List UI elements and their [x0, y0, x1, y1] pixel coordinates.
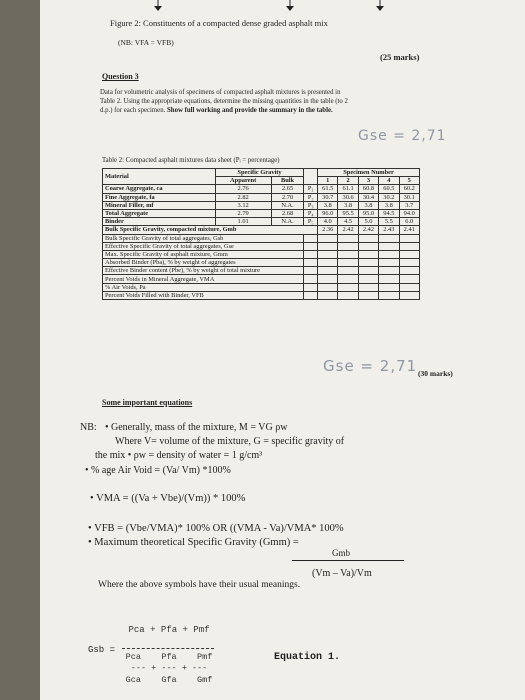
row-value: 60.2: [399, 185, 419, 193]
row-value: 3.8: [318, 201, 338, 209]
row-bulk: N.A.: [271, 201, 304, 209]
row-value: 4.5: [338, 218, 358, 226]
blank-value-cell: [358, 250, 378, 258]
table-row-gmb: [103, 226, 420, 234]
blank-value-cell: [379, 275, 399, 283]
row-value: 94.5: [379, 209, 399, 217]
blank-value-cell: [399, 242, 419, 250]
gmb-value: 2.42: [358, 226, 378, 234]
blank-value-cell: [318, 259, 338, 267]
blank-value-cell: [338, 234, 358, 242]
table-row: [103, 218, 420, 226]
header-specimen-3: 3: [358, 177, 378, 185]
handwritten-note-1: Gse = 2,71: [358, 128, 447, 144]
header-specimen-2: 2: [338, 177, 358, 185]
header-specific-gravity: Specific Gravity: [215, 169, 304, 177]
blank-value-cell: [338, 259, 358, 267]
blank-p-cell: [304, 275, 318, 283]
equation-gmb: Gmb: [332, 548, 350, 558]
blank-p-cell: [304, 234, 318, 242]
blank-value-cell: [399, 259, 419, 267]
table-row-blank: [103, 259, 420, 267]
gsb-label: Gsb =: [88, 645, 116, 655]
table-row-blank: [103, 242, 420, 250]
row-apparent: 3.12: [215, 201, 271, 209]
question-text-3: [100, 107, 333, 114]
blank-row-label: % Air Voids, Pa: [103, 283, 304, 291]
table-row-blank: [103, 283, 420, 291]
blank-value-cell: [338, 291, 358, 299]
row-p-symbol: P₁: [304, 185, 318, 193]
blank-value-cell: [379, 259, 399, 267]
figure-arrows: [40, 0, 525, 14]
row-value: 95.5: [338, 209, 358, 217]
blank-value-cell: [358, 291, 378, 299]
blank-value-cell: [338, 283, 358, 291]
header-p-blank: [304, 169, 318, 185]
equation-denominator: (Vm – Va)/Vm: [312, 568, 372, 579]
blank-value-cell: [399, 234, 419, 242]
row-value: 6.0: [399, 218, 419, 226]
table-caption: Table 2: Compacted asphalt mixtures data sheet (Pᵢ = percentage): [102, 157, 280, 164]
blank-p-cell: [304, 242, 318, 250]
gsb-fraction-line: [122, 648, 214, 649]
gsb-numerator: Pca + Pfa + Pmf: [128, 625, 210, 635]
row-value: 30.2: [379, 193, 399, 201]
blank-value-cell: [318, 242, 338, 250]
blank-p-cell: [304, 291, 318, 299]
handwritten-note-2: Gse = 2,71: [323, 357, 418, 375]
blank-value-cell: [379, 267, 399, 275]
data-table: [102, 168, 420, 300]
row-material: Coarse Aggregate, ca: [103, 185, 216, 193]
header-specimen-4: 4: [379, 177, 399, 185]
blank-value-cell: [358, 234, 378, 242]
blank-value-cell: [358, 283, 378, 291]
equation-line-3: the mix • ρw = density of water = 1 g/cm³: [95, 450, 263, 461]
row-value: 4.0: [318, 218, 338, 226]
blank-value-cell: [399, 267, 419, 275]
document-page: [40, 0, 525, 700]
equation-fraction-line: [292, 560, 404, 561]
blank-row-label: Max. Specific Gravity of asphalt mixture, Gmm: [103, 250, 304, 258]
equation-line-4: • % age Air Void = (Va/ Vm) *100%: [85, 465, 231, 476]
question-text-2: Table 2. Using the appropriate equations, determine the missing quantities in the table (to 2: [100, 98, 348, 105]
gmb-value: 2.42: [338, 226, 358, 234]
blank-value-cell: [358, 267, 378, 275]
row-apparent: 2.82: [215, 193, 271, 201]
blank-value-cell: [399, 291, 419, 299]
row-bulk: 2.70: [271, 193, 304, 201]
row-value: 3.8: [358, 201, 378, 209]
blank-value-cell: [358, 242, 378, 250]
row-material: Mineral Filler, mf: [103, 201, 216, 209]
question-text-1: Data for volumetric analysis of specimens of compacted asphalt mixtures is presented in: [100, 89, 341, 96]
blank-value-cell: [399, 250, 419, 258]
gmb-value: 2.43: [379, 226, 399, 234]
blank-value-cell: [338, 242, 358, 250]
equation-line-7: • Maximum theoretical Specific Gravity (Gmm) =: [88, 537, 299, 548]
blank-p-cell: [304, 259, 318, 267]
table-row: [103, 201, 420, 209]
blank-value-cell: [338, 250, 358, 258]
row-bulk: 2.65: [271, 185, 304, 193]
blank-value-cell: [318, 283, 338, 291]
blank-value-cell: [338, 275, 358, 283]
blank-row-label: Percent Voids Filled with Binder, VFB: [103, 291, 304, 299]
blank-value-cell: [318, 267, 338, 275]
table-row-blank: [103, 250, 420, 258]
row-value: 95.0: [358, 209, 378, 217]
header-material: Material: [103, 169, 216, 185]
row-value: 30.6: [338, 193, 358, 201]
blank-row-label: Effective Specific Gravity of total aggregates, Gse: [103, 242, 304, 250]
blank-row-label: Percent Voids in Mineral Aggregate, VMA: [103, 275, 304, 283]
blank-value-cell: [318, 234, 338, 242]
header-specimen-number: Specimen Number: [318, 169, 420, 177]
blank-p-cell: [304, 250, 318, 258]
row-value: 30.4: [358, 193, 378, 201]
row-value: 61.5: [318, 185, 338, 193]
header-specimen-5: 5: [399, 177, 419, 185]
gsb-denominator-bot: Gca Gfa Gmf: [125, 675, 213, 685]
blank-value-cell: [318, 291, 338, 299]
equation-line-8: Where the above symbols have their usual meanings.: [98, 580, 301, 590]
blank-value-cell: [379, 242, 399, 250]
gmb-label: Bulk Specific Gravity, compacted mixture, Gmb: [103, 226, 318, 234]
question-title: Question 3: [102, 72, 139, 81]
blank-value-cell: [358, 259, 378, 267]
table-row-blank: [103, 234, 420, 242]
blank-value-cell: [318, 250, 338, 258]
question-text-bold: Show full working and provide the summary in the table.: [167, 107, 333, 114]
row-value: 94.0: [399, 209, 419, 217]
row-value: 30.1: [399, 193, 419, 201]
row-apparent: 2.79: [215, 209, 271, 217]
row-bulk: N.A.: [271, 218, 304, 226]
marks-30: (30 marks): [418, 369, 453, 378]
row-value: 5.5: [379, 218, 399, 226]
nb-label: NB:: [80, 422, 97, 433]
equations-heading: Some important equations: [102, 398, 193, 407]
row-material: Total Aggregate: [103, 209, 216, 217]
row-value: 5.0: [358, 218, 378, 226]
blank-row-label: Absorbed Binder (Pba), % by weight of aggregates: [103, 259, 304, 267]
blank-p-cell: [304, 267, 318, 275]
row-apparent: 1.01: [215, 218, 271, 226]
blank-value-cell: [318, 275, 338, 283]
table-row: [103, 193, 420, 201]
row-p-symbol: P₄: [304, 209, 318, 217]
gsb-denominator-mid: --- + --- + ---: [130, 663, 208, 673]
question-text-3-plain: d.p.) for each specimen.: [100, 107, 166, 114]
figure-caption: Figure 2: Constituents of a compacted dense graded asphalt mix: [110, 18, 328, 28]
equation-line-6: • VFB = (Vbe/VMA)* 100% OR ((VMA - Va)/VMA* 100%: [88, 523, 344, 534]
table-row-blank: [103, 267, 420, 275]
blank-value-cell: [338, 267, 358, 275]
marks-25: (25 marks): [380, 52, 420, 62]
row-material: Binder: [103, 218, 216, 226]
blank-row-label: Effective Binder content (Pbe), % by weight of total mixture: [103, 267, 304, 275]
blank-value-cell: [399, 283, 419, 291]
blank-value-cell: [379, 250, 399, 258]
row-value: 30.7: [318, 193, 338, 201]
equation-line-1: • Generally, mass of the mixture, M = VG ρw: [105, 422, 288, 433]
row-value: 3.7: [399, 201, 419, 209]
equation-line-2: Where V= volume of the mixture, G = specific gravity of: [115, 436, 345, 447]
row-p-symbol: P₃: [304, 201, 318, 209]
header-specimen-1: 1: [318, 177, 338, 185]
row-bulk: 2.68: [271, 209, 304, 217]
row-value: 3.8: [379, 201, 399, 209]
header-apparent: Apparent: [215, 177, 271, 185]
table-row-blank: [103, 275, 420, 283]
row-value: 3.8: [338, 201, 358, 209]
row-material: Fine Aggregate, fa: [103, 193, 216, 201]
blank-value-cell: [358, 275, 378, 283]
row-p-symbol: P₅: [304, 218, 318, 226]
header-bulk: Bulk: [271, 177, 304, 185]
blank-value-cell: [379, 234, 399, 242]
row-p-symbol: P₂: [304, 193, 318, 201]
blank-value-cell: [379, 283, 399, 291]
row-value: 60.8: [358, 185, 378, 193]
table-row: [103, 209, 420, 217]
gmb-value: 2.41: [399, 226, 419, 234]
blank-value-cell: [379, 291, 399, 299]
table-row-blank: [103, 291, 420, 299]
blank-row-label: Bulk Specific Gravity of total aggregates, Gsb: [103, 234, 304, 242]
nb-vfa-note: (NB: VFA = VFB): [118, 38, 174, 47]
row-value: 96.0: [318, 209, 338, 217]
equation-line-5: • VMA = ((Va + Vbe)/(Vm)) * 100%: [90, 493, 246, 504]
blank-value-cell: [399, 275, 419, 283]
gmb-value: 2.36: [318, 226, 338, 234]
gsb-denominator-top: Pca Pfa Pmf: [125, 652, 213, 662]
table-row: [103, 185, 420, 193]
row-value: 61.1: [338, 185, 358, 193]
row-apparent: 2.76: [215, 185, 271, 193]
table-header-row: [103, 169, 420, 177]
equation-1-label: Equation 1.: [274, 652, 341, 663]
row-value: 60.5: [379, 185, 399, 193]
blank-p-cell: [304, 283, 318, 291]
